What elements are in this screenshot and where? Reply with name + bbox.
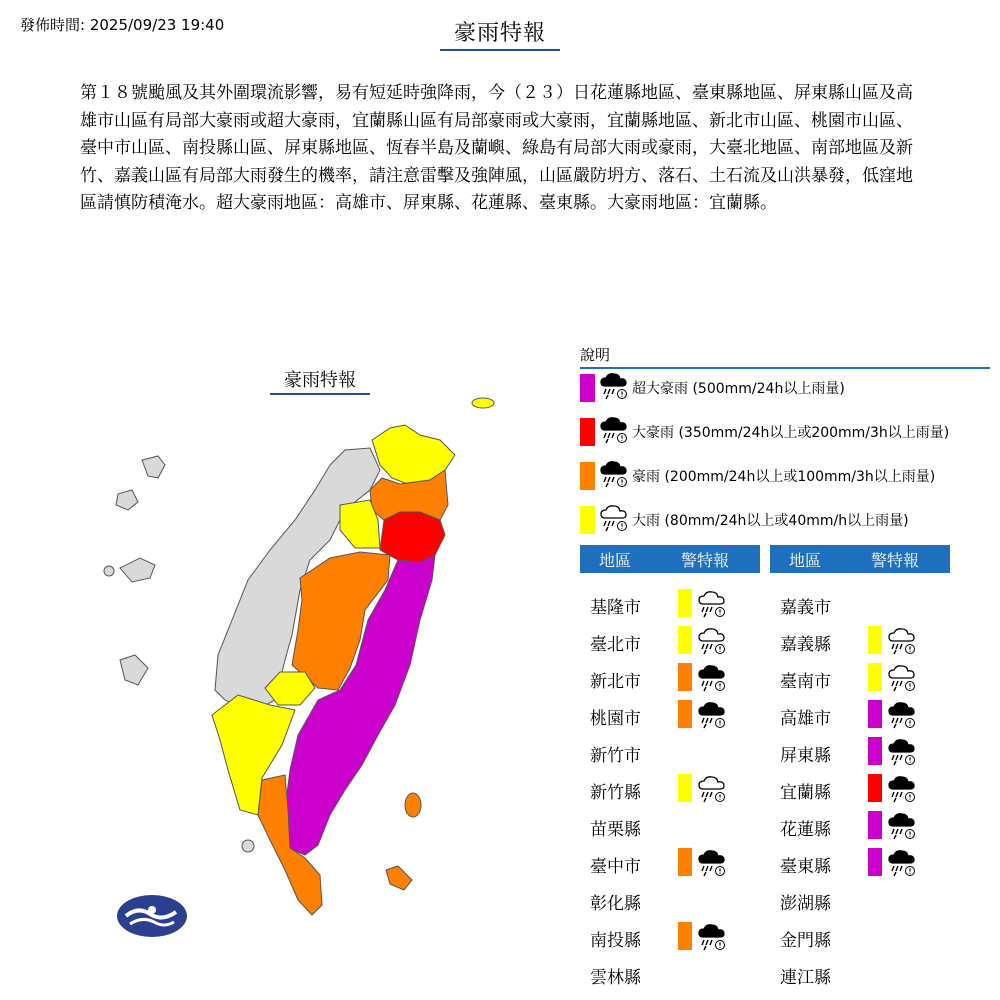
map-penghu-6: [242, 840, 254, 852]
warning-color-bar: [868, 663, 882, 691]
region-name: 嘉義縣: [780, 635, 831, 655]
map-green-island: [405, 793, 421, 817]
warning-color-bar: [868, 848, 882, 876]
region-name: 南投縣: [590, 931, 641, 951]
map-penghu-4: [104, 566, 114, 576]
table-row: [780, 811, 930, 841]
rain-cloud-outline-icon: [887, 627, 917, 655]
map-lanyu-island: [386, 866, 412, 890]
heavy-rain-cloud-icon: [697, 849, 727, 881]
legend-item: [580, 373, 845, 403]
map-penghu-2: [116, 490, 138, 510]
warning-color-bar: [868, 700, 882, 728]
rain-cloud-outline-icon: [697, 627, 727, 659]
header-warning: 警特報: [680, 550, 729, 570]
table-header-left: [580, 545, 760, 573]
legend-title: 說明: [580, 344, 990, 369]
region-name: 雲林縣: [590, 968, 641, 988]
warning-color-bar: [868, 774, 882, 802]
region-name: 花蓮縣: [780, 820, 831, 840]
heavy-rain-cloud-icon: [599, 416, 632, 448]
issue-time: 發佈時間: 2025/09/23 19:40: [20, 16, 225, 34]
warning-color-bar: [678, 700, 692, 728]
rain-cloud-outline-icon: [697, 627, 727, 655]
page-title: 豪雨特報: [440, 16, 560, 51]
warning-color-bar: [868, 737, 882, 765]
region-name: 新竹市: [590, 746, 641, 766]
heavy-rain-cloud-icon: [697, 664, 727, 692]
legend-label: 大豪雨 (350mm/24h以上或200mm/3h以上雨量): [632, 425, 950, 441]
heavy-rain-cloud-icon: [599, 416, 629, 444]
table-row: [780, 922, 930, 952]
map-title: 豪雨特報: [270, 366, 370, 395]
rain-cloud-outline-icon: [697, 775, 727, 807]
heavy-rain-cloud-icon: [697, 701, 727, 729]
warning-color-bar: [868, 626, 882, 654]
region-name: 彰化縣: [590, 894, 641, 914]
table-row: [590, 626, 740, 656]
heavy-rain-cloud-icon: [887, 738, 917, 770]
region-name: 臺南市: [780, 672, 831, 692]
heavy-rain-cloud-icon: [887, 849, 917, 877]
warning-description: 第１８號颱風及其外圍環流影響，易有短延時強降雨，今（２３）日花蓮縣地區、臺東縣地區、屏東縣山區及高雄市山區有局部大豪雨或超大豪雨，宜蘭縣山區有局部豪雨或大豪雨，宜蘭縣地區、新北市山區、桃園市山區、臺中市山區、南投縣山區、屏東縣地區、恆春半島及蘭嶼、綠島有局部大雨或豪雨，大臺北地區、南部地區及新竹、嘉義山區有局部大雨發生的機率，請注意雷擊及強陣風，山區嚴防坍方、落石、土石流及山洪暴發，低窪地區請慎防積淹水。超大豪雨地區：高雄市、屏東縣、花蓮縣、臺東縣。大豪雨地區：宜蘭縣。: [80, 83, 913, 213]
region-name: 臺中市: [590, 857, 641, 877]
header-warning: 警特報: [870, 550, 919, 570]
heavy-rain-cloud-icon: [887, 775, 917, 803]
heavy-rain-cloud-icon: [697, 701, 727, 733]
table-row: [780, 700, 930, 730]
legend-item: [580, 461, 935, 491]
heavy-rain-cloud-icon: [887, 738, 917, 766]
table-row: [590, 848, 740, 878]
map-guishan-island: [472, 398, 494, 408]
rain-cloud-outline-icon: [599, 504, 632, 536]
region-name: 澎湖縣: [780, 894, 831, 914]
warning-color-bar: [678, 922, 692, 950]
heavy-rain-cloud-icon: [697, 849, 727, 877]
heavy-rain-cloud-icon: [887, 701, 917, 733]
rain-cloud-outline-icon: [599, 504, 629, 532]
warning-color-bar: [678, 663, 692, 691]
table-row: [590, 737, 740, 767]
heavy-rain-cloud-icon: [599, 460, 629, 488]
legend-label: 豪雨 (200mm/24h以上或100mm/3h以上雨量): [632, 469, 936, 485]
table-row: [590, 589, 740, 619]
legend-item: [580, 505, 909, 535]
table-row: [590, 885, 740, 915]
heavy-rain-cloud-icon: [599, 372, 629, 400]
table-row: [590, 959, 740, 989]
heavy-rain-cloud-icon: [887, 701, 917, 729]
region-name: 宜蘭縣: [780, 783, 831, 803]
heavy-rain-cloud-icon: [599, 372, 632, 404]
region-name: 臺北市: [590, 635, 641, 655]
heavy-rain-cloud-icon: [697, 923, 727, 955]
table-row: [590, 663, 740, 693]
table-row: [780, 774, 930, 804]
region-name: 臺東縣: [780, 857, 831, 877]
region-name: 基隆市: [590, 598, 641, 618]
legend-swatch: [580, 374, 595, 402]
heavy-rain-cloud-icon: [887, 812, 917, 844]
region-name: 金門縣: [780, 931, 831, 951]
table-row: [780, 737, 930, 767]
warning-color-bar: [678, 774, 692, 802]
warning-color-bar: [678, 626, 692, 654]
header-region: 地區: [788, 550, 821, 570]
heavy-rain-cloud-icon: [887, 775, 917, 807]
table-row: [780, 848, 930, 878]
warning-color-bar: [678, 848, 692, 876]
legend-swatch: [580, 506, 595, 534]
rain-cloud-outline-icon: [887, 627, 917, 659]
table-row: [590, 922, 740, 952]
region-name: 新竹縣: [590, 783, 641, 803]
table-row: [590, 811, 740, 841]
rain-cloud-outline-icon: [697, 590, 727, 622]
table-row: [780, 626, 930, 656]
heavy-rain-cloud-icon: [697, 923, 727, 951]
rain-cloud-outline-icon: [697, 590, 727, 618]
warning-color-bar: [868, 811, 882, 839]
rain-cloud-outline-icon: [887, 664, 917, 696]
region-name: 連江縣: [780, 968, 831, 988]
legend-swatch: [580, 418, 595, 446]
cwa-logo: [116, 894, 188, 938]
table-header-right: [770, 545, 950, 573]
region-name: 新北市: [590, 672, 641, 692]
heavy-rain-cloud-icon: [697, 664, 727, 696]
table-row: [590, 700, 740, 730]
map-penghu-1: [142, 456, 165, 478]
region-name: 桃園市: [590, 709, 641, 729]
table-row: [780, 885, 930, 915]
rain-cloud-outline-icon: [697, 775, 727, 803]
map-penghu-5: [120, 655, 148, 685]
legend-swatch: [580, 462, 595, 490]
table-row: [780, 959, 930, 989]
rain-cloud-outline-icon: [887, 664, 917, 692]
heavy-rain-cloud-icon: [887, 849, 917, 881]
warning-color-bar: [678, 589, 692, 617]
table-row: [590, 774, 740, 804]
region-name: 嘉義市: [780, 598, 831, 618]
legend-label: 大雨 (80mm/24h以上或40mm/h以上雨量): [632, 513, 909, 529]
region-name: 高雄市: [780, 709, 831, 729]
legend-label: 超大豪雨 (500mm/24h以上雨量): [632, 381, 845, 397]
header-region: 地區: [598, 550, 631, 570]
taiwan-warning-map: [95, 390, 505, 920]
legend-item: [580, 417, 949, 447]
map-penghu-3: [120, 558, 155, 582]
region-name: 苗栗縣: [590, 820, 641, 840]
table-row: [780, 663, 930, 693]
table-row: [780, 589, 930, 619]
heavy-rain-cloud-icon: [887, 812, 917, 840]
heavy-rain-cloud-icon: [599, 460, 632, 492]
region-name: 屏東縣: [780, 746, 831, 766]
